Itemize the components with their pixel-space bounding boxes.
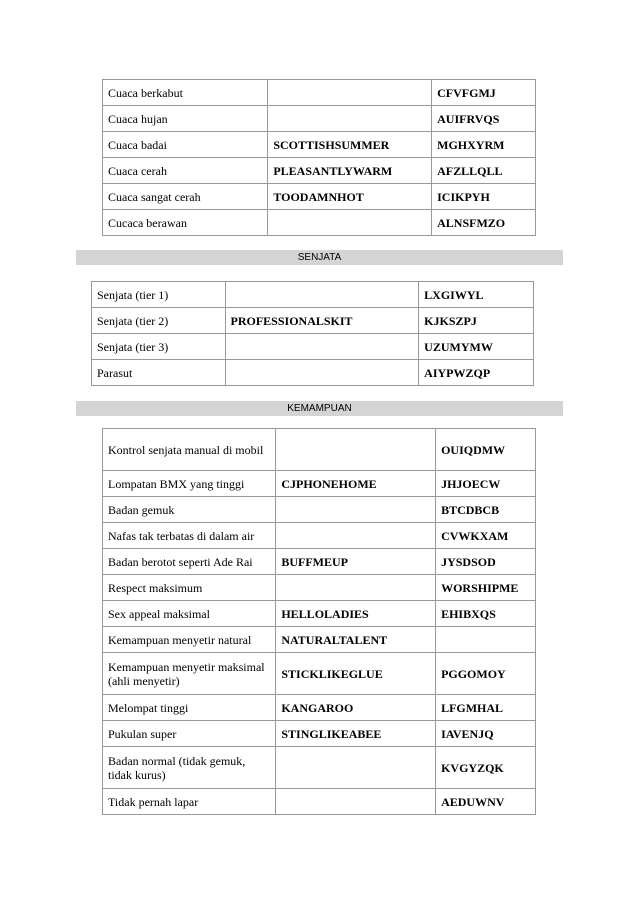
table-row [103,158,536,184]
ps-cheat-code: AEDUWNV [436,789,536,815]
cheat-name: Senjata (tier 3) [92,334,226,360]
ps-cheat-code: AIYPWZQP [419,360,534,386]
table-row [103,695,536,721]
ps-cheat-code: UZUMYMW [419,334,534,360]
cheat-name: Cuaca badai [103,132,268,158]
pc-cheat-code [276,575,436,601]
pc-cheat-code: PROFESSIONALSKIT [225,308,419,334]
table-row [92,334,534,360]
pc-cheat-code: TOODAMNHOT [268,184,432,210]
ps-cheat-code: LXGIWYL [419,282,534,308]
table-row [92,282,534,308]
ps-cheat-code: ALNSFMZO [432,210,536,236]
ps-cheat-code: LFGMHAL [436,695,536,721]
table-row [103,106,536,132]
pc-cheat-code [276,747,436,789]
cheat-name: Kemampuan menyetir maksimal (ahli menyetir) [103,653,276,695]
pc-cheat-code: NATURALTALENT [276,627,436,653]
table-row [103,601,536,627]
table-row [103,429,536,471]
section-heading-kemampuan: KEMAMPUAN [76,401,563,416]
cheat-name: Kontrol senjata manual di mobil [103,429,276,471]
cheat-name: Melompat tinggi [103,695,276,721]
ps-cheat-code: OUIQDMW [436,429,536,471]
ps-cheat-code: CVWKXAM [436,523,536,549]
pc-cheat-code: BUFFMEUP [276,549,436,575]
pc-cheat-code: PLEASANTLYWARM [268,158,432,184]
ps-cheat-code: KJKSZPJ [419,308,534,334]
pc-cheat-code: KANGAROO [276,695,436,721]
cheat-name: Sex appeal maksimal [103,601,276,627]
table-row [103,80,536,106]
pc-cheat-code [276,789,436,815]
cheat-name: Cucaca berawan [103,210,268,236]
table-row [103,627,536,653]
ps-cheat-code: KVGYZQK [436,747,536,789]
pc-cheat-code [276,523,436,549]
pc-cheat-code: CJPHONEHOME [276,471,436,497]
cheat-name: Badan normal (tidak gemuk, tidak kurus) [103,747,276,789]
cheat-name: Cuaca berkabut [103,80,268,106]
cheat-name: Tidak pernah lapar [103,789,276,815]
cheat-name: Nafas tak terbatas di dalam air [103,523,276,549]
table-row [103,184,536,210]
table-row [103,653,536,695]
cheat-name: Badan berotot seperti Ade Rai [103,549,276,575]
cheat-name: Cuaca sangat cerah [103,184,268,210]
pc-cheat-code [225,334,419,360]
weapon-cheat-table [91,281,534,386]
cheat-name: Pukulan super [103,721,276,747]
pc-cheat-code [276,497,436,523]
section-heading-senjata: SENJATA [76,250,563,265]
ps-cheat-code: CFVFGMJ [432,80,536,106]
pc-cheat-code: HELLOLADIES [276,601,436,627]
table-row [92,360,534,386]
ps-cheat-code: PGGOMOY [436,653,536,695]
cheat-name: Kemampuan menyetir natural [103,627,276,653]
table-row [103,721,536,747]
cheat-name: Lompatan BMX yang tinggi [103,471,276,497]
table-row [103,549,536,575]
cheat-name: Respect maksimum [103,575,276,601]
cheat-name: Senjata (tier 1) [92,282,226,308]
pc-cheat-code [276,429,436,471]
table-row [103,523,536,549]
ps-cheat-code: BTCDBCB [436,497,536,523]
table-row [103,497,536,523]
ps-cheat-code: WORSHIPME [436,575,536,601]
ps-cheat-code: IAVENJQ [436,721,536,747]
pc-cheat-code: STINGLIKEABEE [276,721,436,747]
ps-cheat-code: JHJOECW [436,471,536,497]
ps-cheat-code: MGHXYRM [432,132,536,158]
cheat-name: Cuaca cerah [103,158,268,184]
pc-cheat-code [268,106,432,132]
ps-cheat-code: AUIFRVQS [432,106,536,132]
table-row [103,471,536,497]
pc-cheat-code [225,360,419,386]
table-row [103,210,536,236]
ps-cheat-code: AFZLLQLL [432,158,536,184]
pc-cheat-code [268,80,432,106]
ps-cheat-code [436,627,536,653]
ability-cheat-table [102,428,536,815]
cheat-name: Cuaca hujan [103,106,268,132]
pc-cheat-code [268,210,432,236]
cheat-name: Badan gemuk [103,497,276,523]
weather-cheat-table [102,79,536,236]
ps-cheat-code: JYSDSOD [436,549,536,575]
table-row [103,575,536,601]
table-row [103,132,536,158]
ps-cheat-code: EHIBXQS [436,601,536,627]
ps-cheat-code: ICIKPYH [432,184,536,210]
table-row [92,308,534,334]
table-row [103,789,536,815]
cheat-name: Senjata (tier 2) [92,308,226,334]
pc-cheat-code: SCOTTISHSUMMER [268,132,432,158]
pc-cheat-code: STICKLIKEGLUE [276,653,436,695]
cheat-name: Parasut [92,360,226,386]
table-row [103,747,536,789]
pc-cheat-code [225,282,419,308]
